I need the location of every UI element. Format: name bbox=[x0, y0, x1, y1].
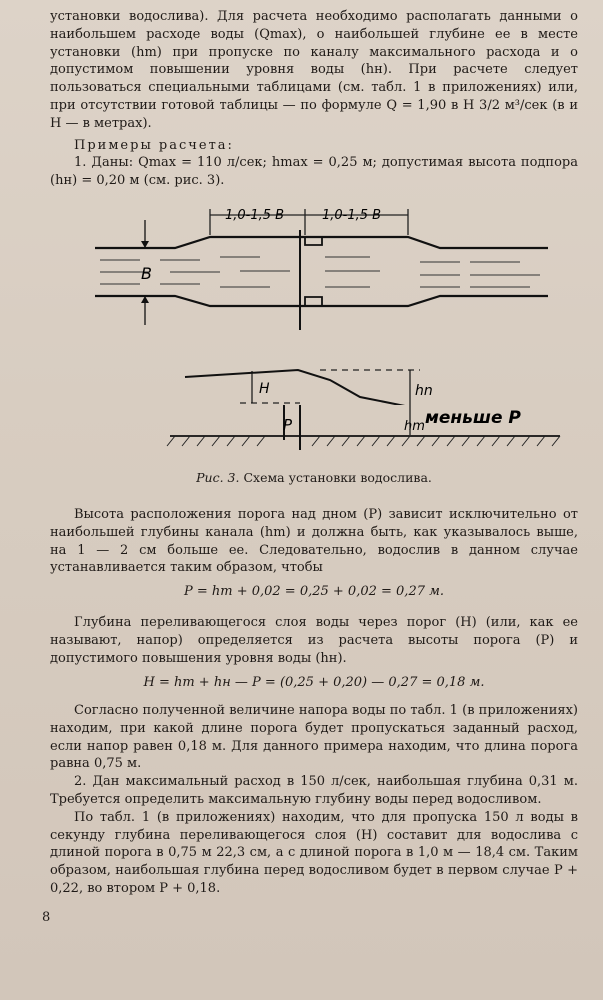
label-less-p: меньше P bbox=[425, 408, 521, 428]
caption-text: Схема установки водослива. bbox=[243, 470, 432, 485]
paragraph-sill-height: Высота расположения порога над дном (P) зависит исключительно от наибольшей глубины канала (hm) и должна быть, как указывалось выше, на 1 — 2 см больше ее. Следовательно, водослив в данном случае устанавливается таким образом, чтобы bbox=[50, 507, 578, 576]
paragraph-example-2: 2. Дан максимальный расход в 150 л/сек, наибольшая глубина 0,31 м. Требуется определить максимальную глубину воды перед водосливом. bbox=[50, 774, 578, 807]
bed-hatching bbox=[167, 436, 560, 446]
paragraph-table-lookup: Согласно полученной величине напора воды по табл. 1 (в приложениях) находим, при какой длине порога будет пропускаться заданный расход, если напор равен 0,18 м. Для данного примера находим, что длина порога равна 0,75 м. bbox=[50, 703, 578, 772]
weir-diagram bbox=[0, 205, 603, 405]
water-surface-line bbox=[185, 370, 410, 405]
head-text-block bbox=[50, 614, 578, 667]
top-text-block bbox=[50, 8, 578, 190]
dimension-left-label: 1,0-1,5 B bbox=[225, 208, 285, 223]
dimension-right-label: 1,0-1,5 B bbox=[322, 208, 382, 223]
figure-caption bbox=[50, 470, 578, 485]
paragraph-example-2-solution: По табл. 1 (в приложениях) находим, что для пропуска 150 л воды в секунду глубина переливающегося слоя (H) составит для водослива с длиной порога в 0,75 м 22,3 см, а с длиной порога в 1,0 м — 18,4 см. Таким образом, наибольшая глубина перед водосливом будет в первом случае P + 0,22, во втором P + 0,18. bbox=[50, 809, 578, 896]
water-hatching bbox=[100, 257, 540, 287]
formula-p: P = hm + 0,02 = 0,25 + 0,02 = 0,27 м. bbox=[183, 584, 445, 599]
label-hn: hn bbox=[415, 383, 433, 399]
label-h: H bbox=[259, 381, 270, 397]
caption-prefix: Рис. 3. bbox=[196, 470, 240, 485]
weir-profile-lower bbox=[0, 405, 603, 465]
label-p: P bbox=[283, 416, 293, 434]
formula-h: H = hm + hн — P = (0,25 + 0,20) — 0,27 = 0,18 м. bbox=[143, 675, 485, 690]
weir-top-notch bbox=[305, 237, 322, 245]
middle-text-block bbox=[50, 506, 578, 577]
examples-heading: Примеры расчета: bbox=[74, 137, 234, 153]
weir-bottom-notch bbox=[305, 297, 322, 306]
page-number: 8 bbox=[42, 910, 51, 925]
bottom-text-block bbox=[50, 702, 578, 898]
paragraph-head: Глубина переливающегося слоя воды через порог (H) (или, как ее называют, напор) определяется из расчета высоты порога (P) и допустимого повышения уровня воды (hн). bbox=[50, 615, 578, 666]
paragraph-intro: установки водослива). Для расчета необходимо располагать данными о наибольшем расходе воды (Qmax), о наибольшей глубине ее в месте установки (hm) при пропуске по каналу максимального расхода и о допустимом повышении уровня воды (hн). При расчете следует пользоваться специальными таблицами (см. табл. 1 в приложениях) или, при отсутствии готовой таблицы — по формуле Q = 1,90 в H 3/2 м³/сек (в и H — в метрах). bbox=[50, 9, 578, 131]
label-b: B bbox=[141, 264, 152, 283]
paragraph-given: 1. Даны: Qmax = 110 л/сек; hmax = 0,25 м; допустимая высота подпора (hн) = 0,20 м (см. рис. 3). bbox=[50, 155, 578, 189]
label-hm: hm bbox=[404, 419, 425, 434]
